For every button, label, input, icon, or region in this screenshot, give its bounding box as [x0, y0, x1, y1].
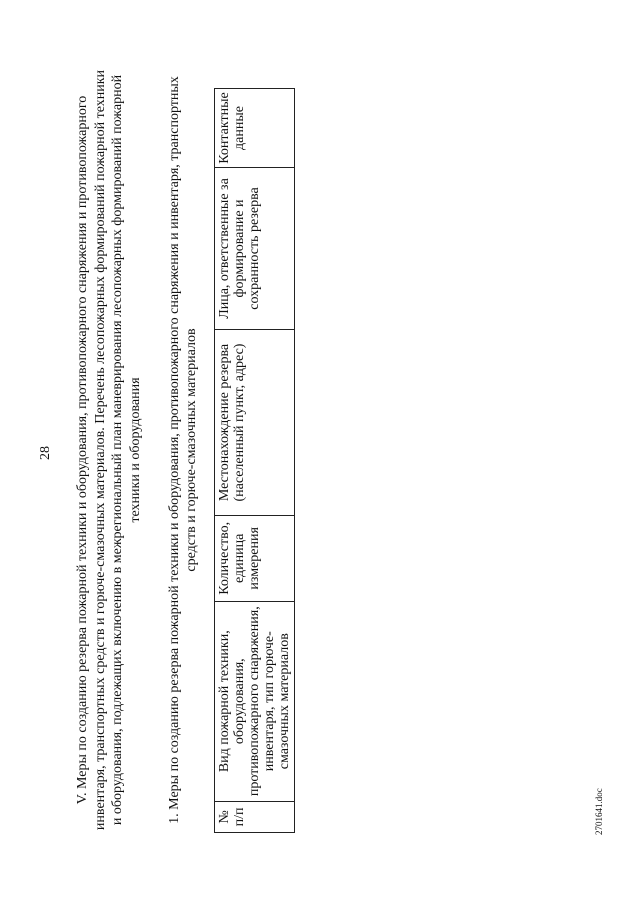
document-code: 2701641.doc: [594, 788, 604, 835]
table-header-row: [215, 89, 295, 833]
header-location: Местонахождение резерва (населенный пункт, адрес): [215, 329, 295, 515]
page-number: 28: [38, 446, 53, 460]
header-contacts: Контактные данные: [215, 89, 295, 168]
header-quantity: Количество, единица измерения: [215, 516, 295, 602]
header-responsible: Лица, ответственные за формирование и сохранность резерва: [215, 168, 295, 330]
header-number: № п/п: [215, 801, 295, 832]
section-heading: V. Меры по созданию резерва пожарной техники и оборудования, противопожарного снаряжения и противопожарного инвентаря, транспортных средств и горюче-смазочных материалов. Перечень лесопожарных формирований пожарной техники и оборудования, подлежащих включению в межрегиональный план маневрирования лесопожарных формирований пожарной техники и оборудования: [75, 69, 143, 831]
subsection-heading: 1. Меры по созданию резерва пожарной техники и оборудования, противопожарного снаряжения и инвентаря, транспортных средств и горюче-смазочных материалов: [167, 76, 199, 824]
header-equipment-type: Вид пожарной техники, оборудования, противопожарного снаряжения, инвентаря, тип горюче-смазочных материалов: [215, 601, 295, 801]
reserve-table: [214, 88, 295, 833]
